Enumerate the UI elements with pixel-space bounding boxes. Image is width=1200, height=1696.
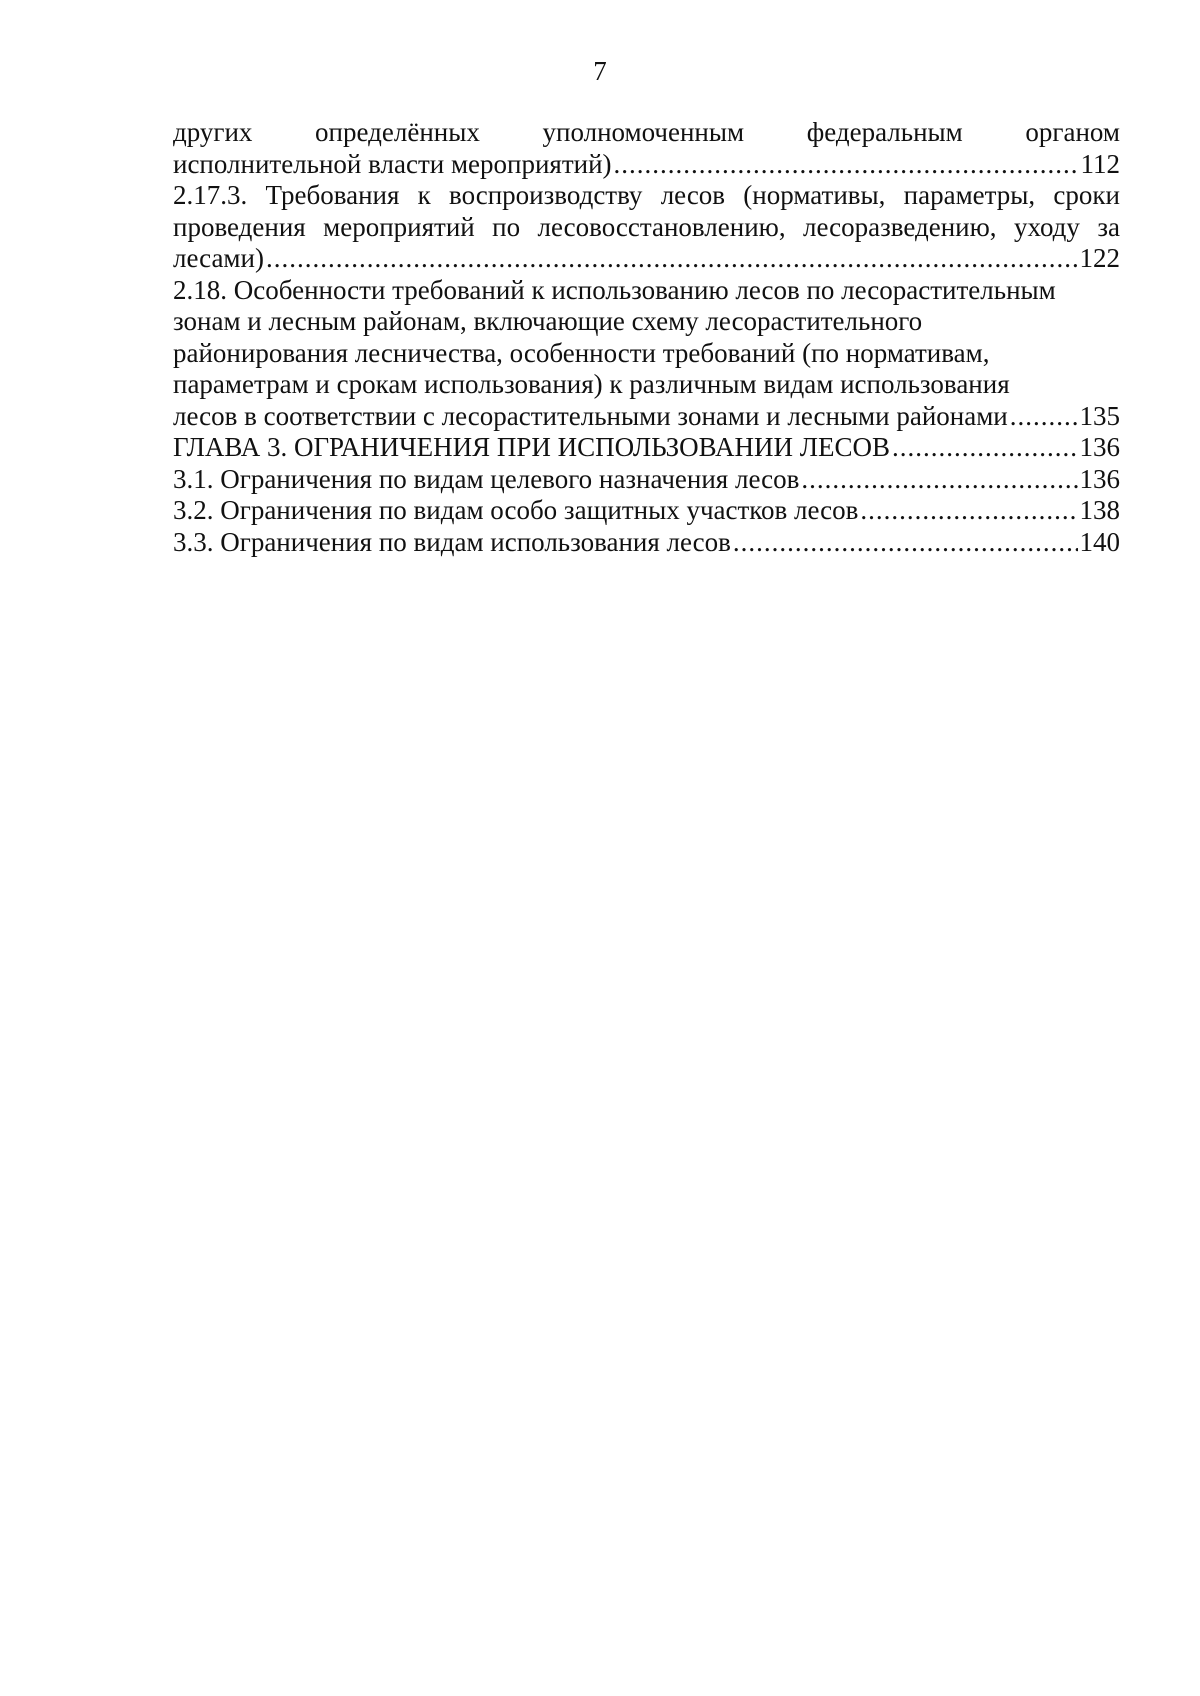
toc-entry: [173, 495, 1120, 527]
toc-entry-last-line: [173, 495, 1120, 527]
toc-entry-last-line: [173, 432, 1120, 464]
toc-entry-title: исполнительной власти мероприятий): [173, 148, 612, 179]
toc-entry-line: проведения мероприятий по лесовосстановлению, лесоразведению, уходу за: [173, 211, 1120, 242]
toc-page-ref: 140: [1079, 526, 1120, 557]
table-of-contents: [173, 117, 1120, 558]
toc-entry-line: зонам и лесным районам, включающие схему лесорастительного: [173, 306, 923, 336]
dot-leader: [1010, 401, 1078, 433]
toc-entry-line: 2.18. Особенности требований к использованию лесов по лесорастительным: [173, 274, 1056, 305]
toc-entry-title: 3.1. Ограничения по видам целевого назначения лесов: [173, 463, 800, 494]
dot-leader: [860, 495, 1077, 527]
toc-entry-title: лесами): [173, 243, 264, 273]
toc-page-ref: 135: [1079, 400, 1120, 431]
toc-entry: [173, 180, 1120, 275]
toc-entry-last-line: [173, 464, 1120, 496]
toc-page-ref: 122: [1079, 243, 1120, 273]
toc-entry-last-line: [173, 243, 1120, 275]
toc-entry: [173, 527, 1120, 559]
toc-entry-title: 3.2. Ограничения по видам особо защитных участков лесов: [173, 495, 859, 525]
page-number: 7: [593, 56, 607, 86]
toc-entry-last-line: [173, 401, 1120, 433]
dot-leader: [266, 243, 1078, 275]
toc-entry-line: районирования лесничества, особенности требований (по нормативам,: [173, 337, 990, 368]
dot-leader: [614, 149, 1079, 181]
toc-entry-line: параметрам и срокам использования) к различным видам использования: [173, 369, 1010, 399]
toc-entry: [173, 117, 1120, 180]
toc-entry: [173, 464, 1120, 496]
toc-entry-last-line: [173, 149, 1120, 181]
toc-entry-line: 2.17.3. Требования к воспроизводству лесов (нормативы, параметры, сроки: [173, 180, 1120, 210]
toc-entry-title: лесов в соответствии с лесорастительными зонами и лесными районами: [173, 400, 1008, 431]
toc-entry-line: других определённых уполномоченным федеральным органом: [173, 117, 1120, 147]
toc-entry-title: ГЛАВА 3. ОГРАНИЧЕНИЯ ПРИ ИСПОЛЬЗОВАНИИ ЛЕСОВ: [173, 432, 891, 462]
toc-page-ref: 136: [1079, 432, 1120, 462]
toc-page-ref: 136: [1079, 463, 1120, 494]
toc-entry: [173, 432, 1120, 464]
dot-leader: [892, 432, 1077, 464]
toc-entry-title: 3.3. Ограничения по видам использования лесов: [173, 526, 731, 557]
toc-entry: [173, 275, 1120, 433]
toc-page-ref: 138: [1079, 495, 1120, 525]
dot-leader: [801, 464, 1077, 496]
toc-entry-last-line: [173, 527, 1120, 559]
dot-leader: [733, 527, 1078, 559]
toc-page-ref: 112: [1080, 148, 1120, 179]
